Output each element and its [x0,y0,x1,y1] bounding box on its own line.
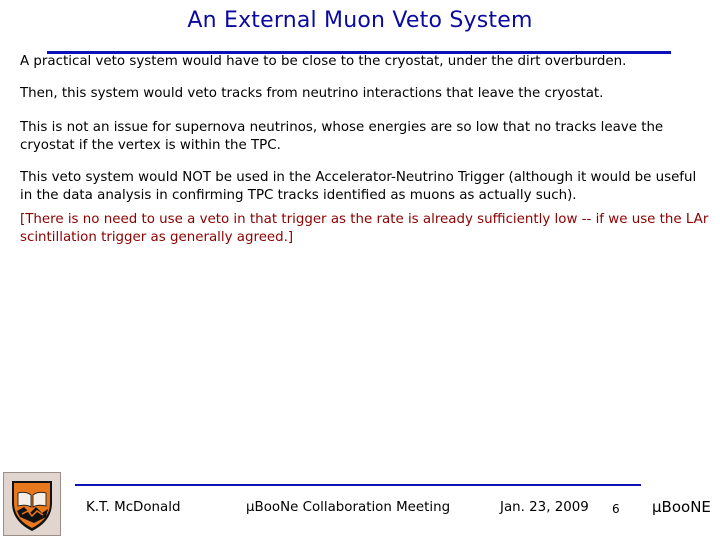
footer-page-number: 6 [612,502,620,516]
footer-author: K.T. McDonald [86,500,181,515]
slide-title: An External Muon Veto System [187,8,533,33]
paragraph-veto-tracks: Then, this system would veto tracks from neutrino interactions that leave the cryostat. [20,86,604,101]
paragraph-supernova: This is not an issue for supernova neutrinos, whose energies are so low that no tracks leave the cryostat if the vertex is within the TPC. [20,120,664,153]
footer-brand: μBooNE [652,498,711,516]
paragraph-veto-placement: A practical veto system would have to be close to the cryostat, under the dirt overburden. [20,54,627,69]
paragraph-trigger: This veto system would NOT be used in the Accelerator-Neutrino Trigger (although it would be useful in the data analysis in confirming TPC tracks identified as muons as actually such). [20,170,697,203]
footer-date: Jan. 23, 2009 [500,500,589,515]
footer-rule [75,484,641,486]
paragraph-bracket-note: [There is no need to use a veto in that trigger as the rate is already sufficiently low -- if we use the LAr scintillation trigger as generally agreed.] [20,212,709,245]
princeton-shield-icon [3,472,61,536]
footer-meeting: μBooNe Collaboration Meeting [246,500,451,515]
